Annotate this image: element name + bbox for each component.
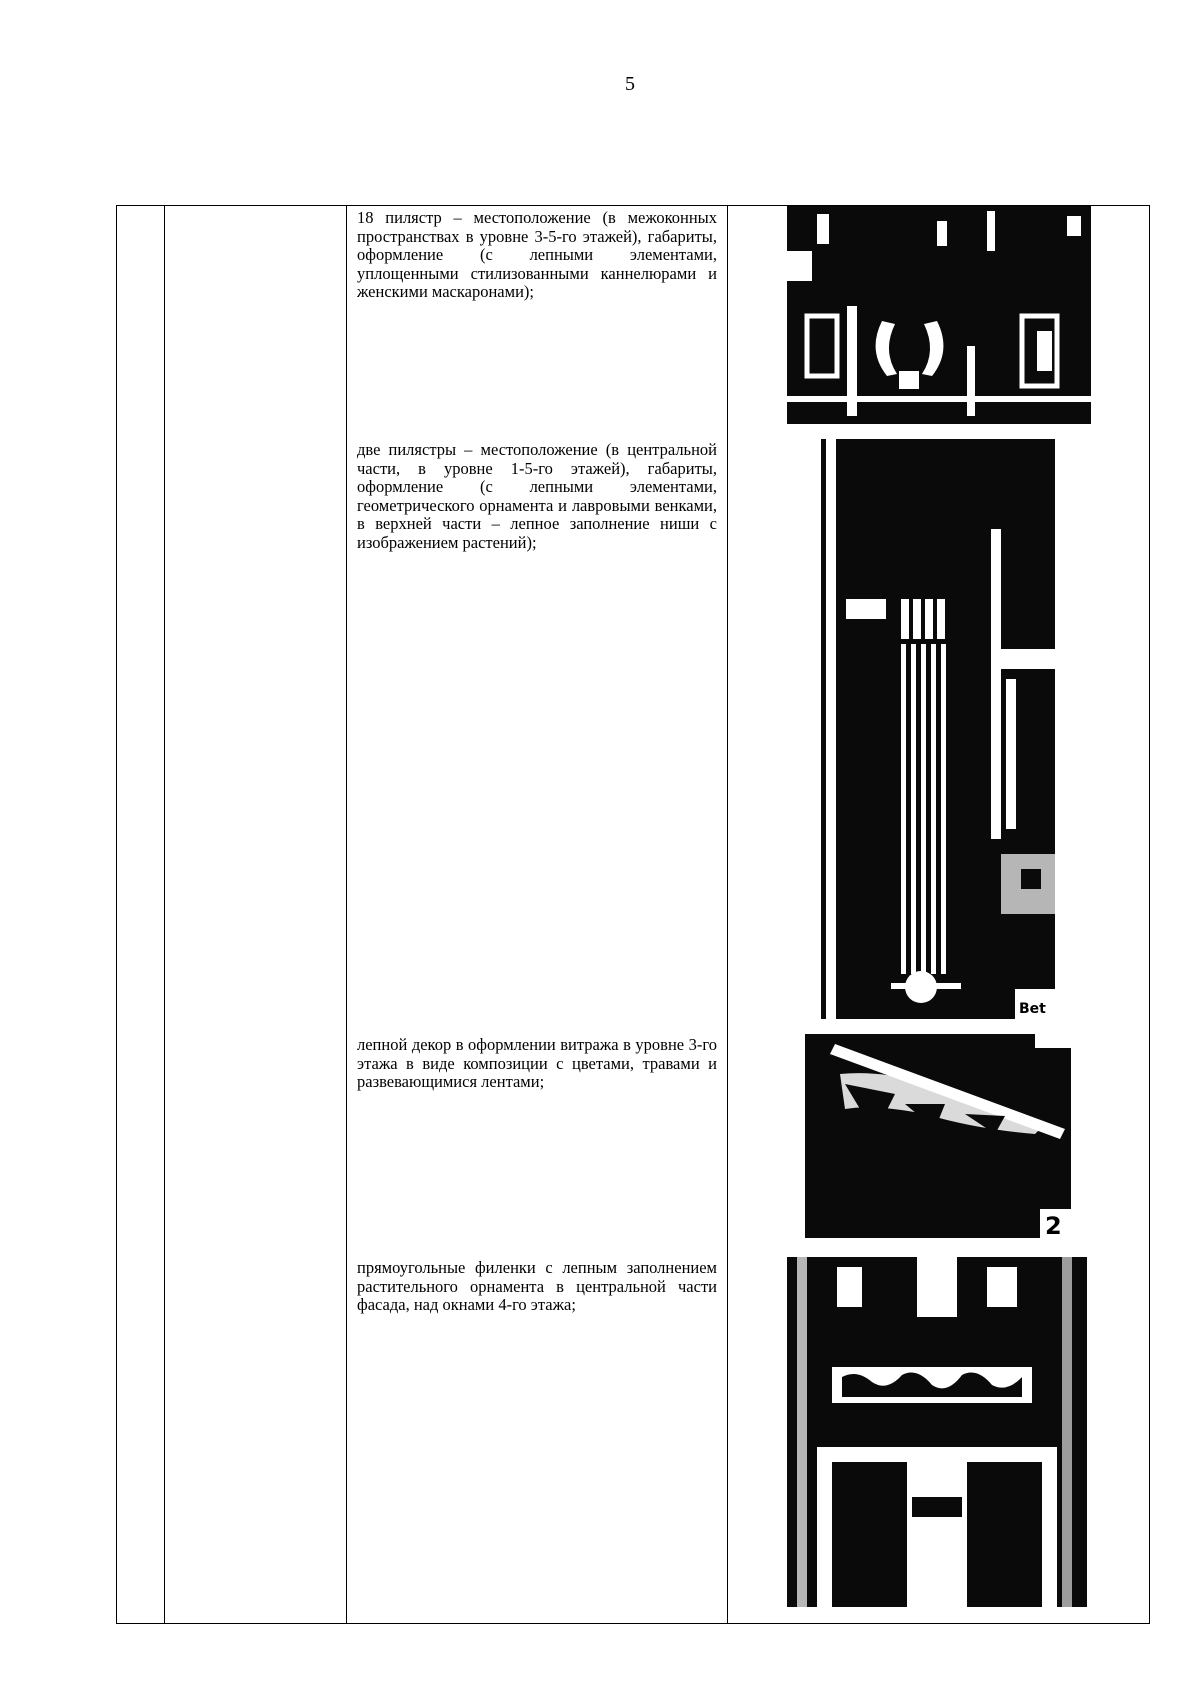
item-description: 18 пилястр – местоположение (в межоконных пространствах в уровне 3-5-го этажей), габариты, оформление (с лепными элементами, уплощенными стилизованными каннелюрами и женскими маскаронами); (357, 208, 717, 301)
photo-caption-text: Bet (1019, 1001, 1046, 1017)
column-divider-1 (164, 206, 165, 1623)
stained-glass-decor-photo (805, 1034, 1071, 1238)
item-description: две пилястры – местоположение (в центральной части, в уровне 1-5-го этажей), габариты, оформление (с лепными элементами, геометрического орнамента и лавровыми венками, в верхней части – лепное заполнение ниши с изображением растений); (357, 440, 717, 552)
item-description: лепной декор в оформлении витража в уровне 3-го этажа в виде композиции с цветами, травами и развевающимися лентами; (357, 1035, 717, 1091)
page-number: 5 (625, 73, 635, 95)
item-description: прямоугольные филенки с лепным заполнением растительного орнамента в центральной части фасада, над окнами 4-го этажа; (357, 1258, 717, 1314)
column-divider-2 (346, 206, 347, 1623)
protection-table (116, 205, 1150, 1624)
pilaster-mascaron-photo (787, 206, 1091, 424)
photo-caption-text: 2 (1045, 1212, 1062, 1238)
column-divider-3 (727, 206, 728, 1623)
panel-ornament-photo (787, 1257, 1087, 1607)
central-pilaster-photo (821, 439, 1055, 1019)
